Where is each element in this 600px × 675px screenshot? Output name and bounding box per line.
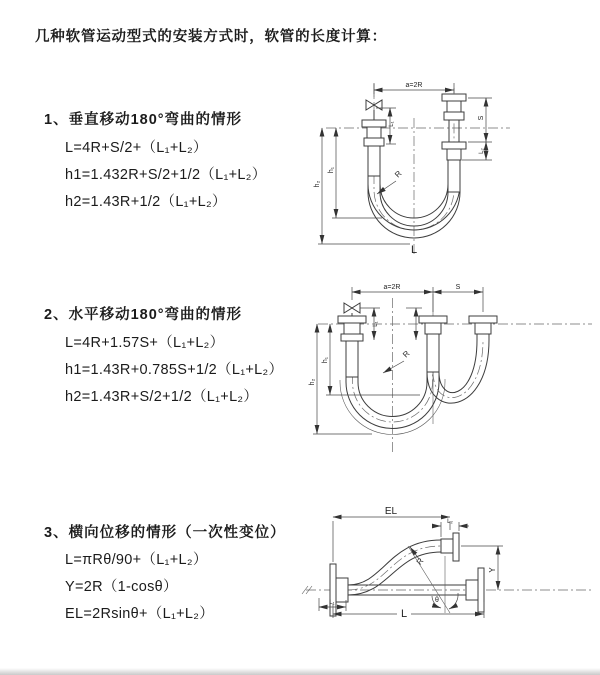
label-length-l: L	[410, 244, 418, 256]
label-h1: h₁	[328, 166, 335, 174]
section-1-formula-L: L=4R+S/2+（L₁+L₂）	[65, 140, 208, 156]
section-3-formula-L: L=πRθ/90+（L₁+L₂）	[65, 552, 208, 568]
dim-el	[333, 506, 450, 562]
dim-h1	[322, 324, 420, 395]
page-bottom-edge	[0, 668, 600, 675]
label-r: R	[414, 556, 426, 567]
dim-s	[468, 98, 492, 142]
label-l: L	[400, 608, 408, 620]
radius-leader	[410, 547, 426, 566]
dim-l	[333, 602, 484, 620]
section-2-formula-h1: h1=1.43R+0.785S+1/2（L₁+L₂）	[65, 362, 284, 378]
label-el: EL	[384, 506, 398, 517]
label-a2r: a=2R	[383, 284, 401, 291]
hose-displaced-position	[348, 540, 441, 595]
section-2-heading: 2、水平移动180°弯曲的情形	[44, 307, 243, 323]
label-r: R	[393, 169, 404, 180]
label-l2: L₂	[479, 148, 485, 154]
diagram-vertical-180-bend	[312, 72, 600, 262]
dim-s	[433, 284, 483, 312]
flange-fitting-right-lower	[442, 142, 466, 192]
label-l1: L₁	[329, 600, 335, 606]
flange-fitting-middle	[419, 316, 447, 372]
label-l1: L₁	[389, 121, 395, 127]
braid-section	[427, 334, 439, 372]
page-title: 几种软管运动型式的安装方式时，软管的长度计算：	[35, 29, 387, 45]
diagram-lateral-displacement	[298, 500, 600, 660]
dim-l2	[432, 519, 469, 537]
label-h2: h₂	[309, 378, 316, 386]
section-1-formula-h2: h2=1.43R+1/2（L₁+L₂）	[65, 194, 227, 210]
section-3-heading: 3、横向位移的情形（一次性变位）	[44, 525, 286, 541]
flange-fitting-right	[469, 316, 497, 340]
flange-fitting-right-upper	[442, 94, 466, 142]
valve-icon	[344, 303, 360, 316]
section-2-formula-L: L=4R+1.57S+（L₁+L₂）	[65, 335, 225, 351]
label-h1: h₁	[322, 356, 329, 364]
section-1-formula-h1: h1=1.432R+S/2+1/2（L₁+L₂）	[65, 167, 267, 183]
label-s: S	[455, 284, 461, 291]
flange-upper-displaced	[441, 533, 459, 561]
label-r: R	[401, 349, 412, 360]
braid-section	[346, 341, 358, 377]
flange-fitting-left	[338, 316, 366, 377]
radius-leader	[383, 349, 412, 373]
flange-fitting-left	[362, 120, 386, 176]
section-3-formula-Y: Y=2R（1-cosθ）	[65, 579, 178, 595]
label-l2: L₂	[447, 519, 453, 525]
label-l1: L₁	[373, 321, 379, 327]
label-y: Y	[488, 567, 497, 573]
section-1-heading: 1、垂直移动180°弯曲的情形	[44, 112, 243, 128]
braid-section	[448, 160, 460, 192]
label-theta: θ	[435, 597, 439, 604]
label-h2: h₂	[314, 180, 321, 188]
label-a2r: a=2R	[405, 82, 423, 89]
braid-section	[368, 146, 380, 176]
diagram-horizontal-180-bend	[308, 282, 600, 467]
section-3-formula-EL: EL=2Rsinθ+（L₁+L₂）	[65, 606, 215, 622]
flange-right-original	[466, 568, 484, 612]
label-s: S	[478, 115, 485, 121]
angle-theta	[408, 546, 458, 613]
section-2-formula-h2: h2=1.43R+S/2+1/2（L₁+L₂）	[65, 389, 259, 405]
